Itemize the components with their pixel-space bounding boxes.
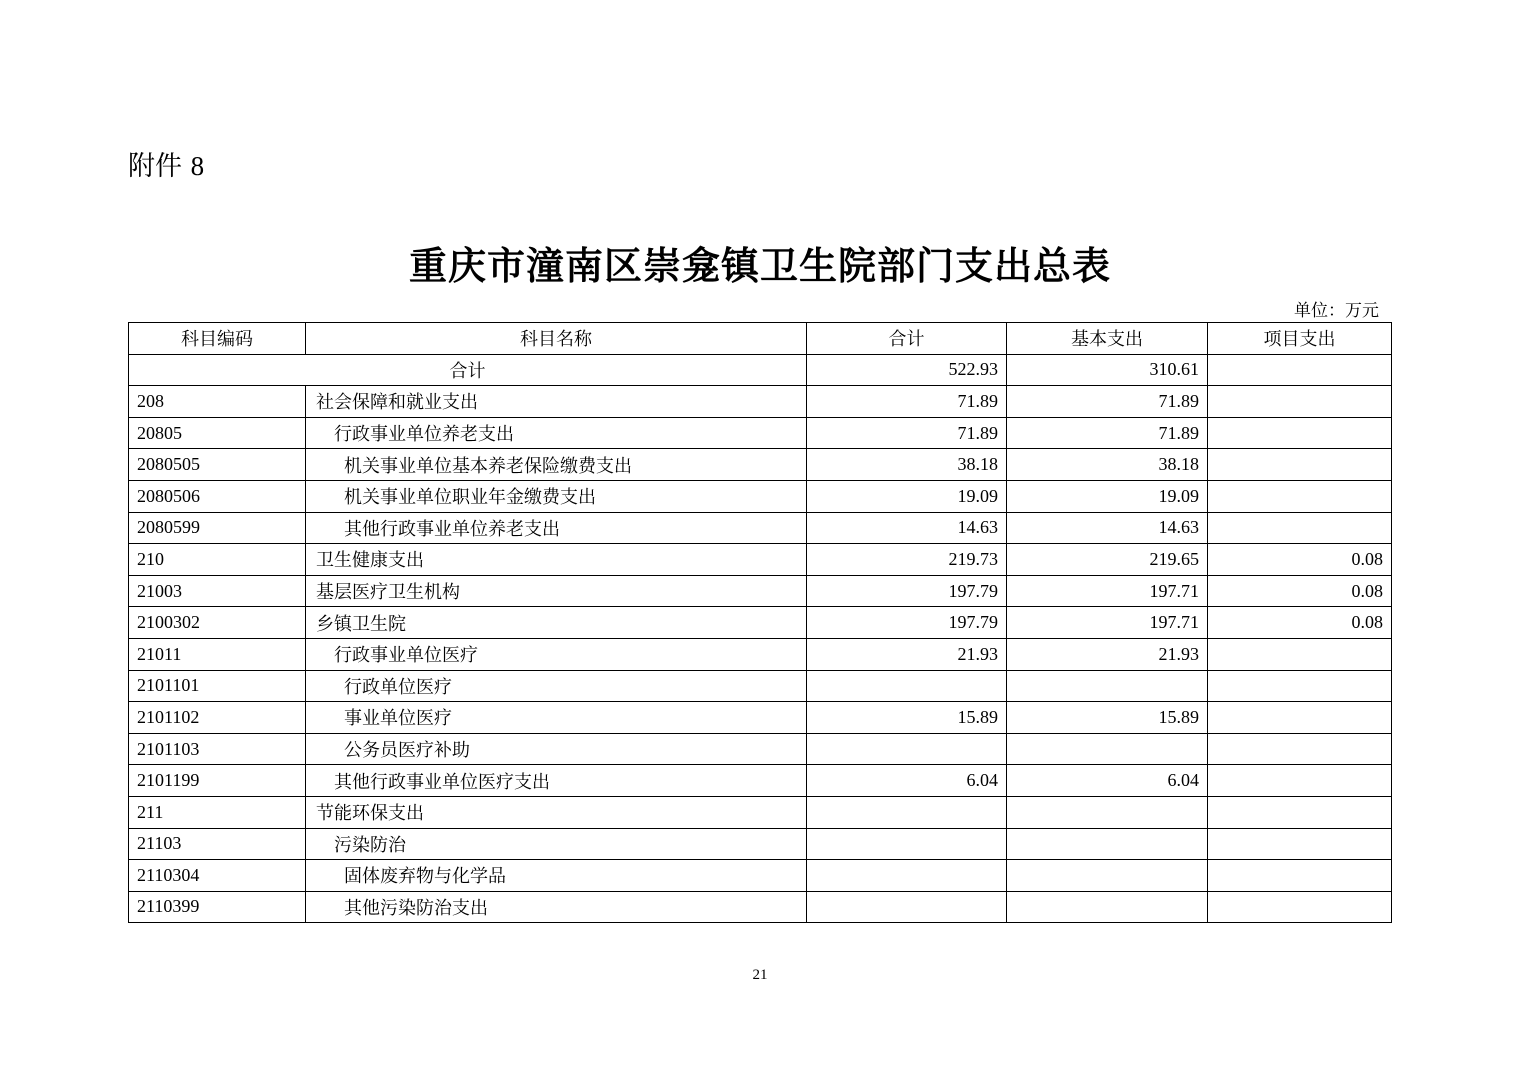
row-name: 事业单位医疗 — [306, 702, 807, 734]
total-project — [1208, 354, 1392, 386]
row-code: 2110399 — [129, 891, 306, 923]
row-basic: 71.89 — [1007, 386, 1208, 418]
row-code: 21011 — [129, 638, 306, 670]
table-row — [129, 480, 1392, 512]
row-name: 行政单位医疗 — [306, 670, 807, 702]
row-basic: 197.71 — [1007, 607, 1208, 639]
table-row — [129, 386, 1392, 418]
table-row — [129, 575, 1392, 607]
row-name: 社会保障和就业支出 — [306, 386, 807, 418]
row-basic: 21.93 — [1007, 638, 1208, 670]
table-row — [129, 638, 1392, 670]
row-total: 71.89 — [807, 386, 1007, 418]
row-basic — [1007, 860, 1208, 892]
row-basic — [1007, 828, 1208, 860]
table-row — [129, 670, 1392, 702]
row-total: 14.63 — [807, 512, 1007, 544]
row-basic: 19.09 — [1007, 480, 1208, 512]
table-row — [129, 512, 1392, 544]
row-project — [1208, 860, 1392, 892]
row-project: 0.08 — [1208, 544, 1392, 576]
row-code: 20805 — [129, 417, 306, 449]
table-row — [129, 702, 1392, 734]
row-project — [1208, 828, 1392, 860]
row-code: 2110304 — [129, 860, 306, 892]
row-code: 211 — [129, 796, 306, 828]
row-basic — [1007, 670, 1208, 702]
row-code: 208 — [129, 386, 306, 418]
row-name: 其他行政事业单位医疗支出 — [306, 765, 807, 797]
row-code: 2100302 — [129, 607, 306, 639]
row-basic: 6.04 — [1007, 765, 1208, 797]
row-name: 基层医疗卫生机构 — [306, 575, 807, 607]
row-name: 节能环保支出 — [306, 796, 807, 828]
row-project: 0.08 — [1208, 607, 1392, 639]
row-name: 其他行政事业单位养老支出 — [306, 512, 807, 544]
row-total: 15.89 — [807, 702, 1007, 734]
header-basic: 基本支出 — [1007, 323, 1208, 355]
attachment-label — [128, 144, 204, 183]
row-code: 2080505 — [129, 449, 306, 481]
row-basic: 197.71 — [1007, 575, 1208, 607]
row-project — [1208, 480, 1392, 512]
row-total — [807, 796, 1007, 828]
row-basic: 71.89 — [1007, 417, 1208, 449]
table-row — [129, 765, 1392, 797]
table-row — [129, 860, 1392, 892]
row-project — [1208, 891, 1392, 923]
row-project — [1208, 386, 1392, 418]
header-total: 合计 — [807, 323, 1007, 355]
row-project — [1208, 638, 1392, 670]
header-name: 科目名称 — [306, 323, 807, 355]
row-project — [1208, 733, 1392, 765]
total-label: 合计 — [129, 354, 807, 386]
row-project — [1208, 765, 1392, 797]
expenditure-table — [128, 322, 1392, 923]
row-code: 210 — [129, 544, 306, 576]
row-code: 2080599 — [129, 512, 306, 544]
table-row — [129, 796, 1392, 828]
total-row — [129, 354, 1392, 386]
total-total: 522.93 — [807, 354, 1007, 386]
row-name: 污染防治 — [306, 828, 807, 860]
row-project — [1208, 670, 1392, 702]
attachment-number: 8 — [190, 151, 205, 181]
row-total: 21.93 — [807, 638, 1007, 670]
row-name: 机关事业单位基本养老保险缴费支出 — [306, 449, 807, 481]
row-code: 2101103 — [129, 733, 306, 765]
row-code: 2101199 — [129, 765, 306, 797]
table-row — [129, 417, 1392, 449]
row-code: 2080506 — [129, 480, 306, 512]
row-basic: 15.89 — [1007, 702, 1208, 734]
table-row — [129, 828, 1392, 860]
row-code: 21003 — [129, 575, 306, 607]
row-total: 19.09 — [807, 480, 1007, 512]
table-row — [129, 544, 1392, 576]
row-project: 0.08 — [1208, 575, 1392, 607]
row-total: 71.89 — [807, 417, 1007, 449]
row-name: 行政事业单位养老支出 — [306, 417, 807, 449]
row-total — [807, 891, 1007, 923]
table-row — [129, 607, 1392, 639]
row-name: 机关事业单位职业年金缴费支出 — [306, 480, 807, 512]
header-project: 项目支出 — [1208, 323, 1392, 355]
page-number: 21 — [752, 967, 768, 983]
row-total: 38.18 — [807, 449, 1007, 481]
row-project — [1208, 449, 1392, 481]
row-name: 乡镇卫生院 — [306, 607, 807, 639]
table-row — [129, 733, 1392, 765]
row-code: 2101102 — [129, 702, 306, 734]
attachment-prefix: 附件 — [128, 151, 182, 182]
row-basic — [1007, 796, 1208, 828]
row-total — [807, 733, 1007, 765]
page-title: 重庆市潼南区崇龛镇卫生院部门支出总表 — [408, 243, 1111, 288]
row-total: 6.04 — [807, 765, 1007, 797]
row-total: 219.73 — [807, 544, 1007, 576]
row-total — [807, 860, 1007, 892]
row-name: 固体废弃物与化学品 — [306, 860, 807, 892]
unit-label: 单位：万元 — [1294, 301, 1379, 320]
row-name: 行政事业单位医疗 — [306, 638, 807, 670]
row-code: 2101101 — [129, 670, 306, 702]
row-project — [1208, 417, 1392, 449]
row-project — [1208, 512, 1392, 544]
row-total: 197.79 — [807, 607, 1007, 639]
row-project — [1208, 796, 1392, 828]
row-name: 公务员医疗补助 — [306, 733, 807, 765]
row-total: 197.79 — [807, 575, 1007, 607]
row-basic: 38.18 — [1007, 449, 1208, 481]
row-basic: 219.65 — [1007, 544, 1208, 576]
table-header-row — [129, 323, 1392, 355]
row-basic: 14.63 — [1007, 512, 1208, 544]
row-total — [807, 828, 1007, 860]
table-row — [129, 891, 1392, 923]
row-basic — [1007, 733, 1208, 765]
row-project — [1208, 702, 1392, 734]
header-code: 科目编码 — [129, 323, 306, 355]
row-name: 其他污染防治支出 — [306, 891, 807, 923]
table-row — [129, 449, 1392, 481]
row-code: 21103 — [129, 828, 306, 860]
row-name: 卫生健康支出 — [306, 544, 807, 576]
row-total — [807, 670, 1007, 702]
row-basic — [1007, 891, 1208, 923]
total-basic: 310.61 — [1007, 354, 1208, 386]
